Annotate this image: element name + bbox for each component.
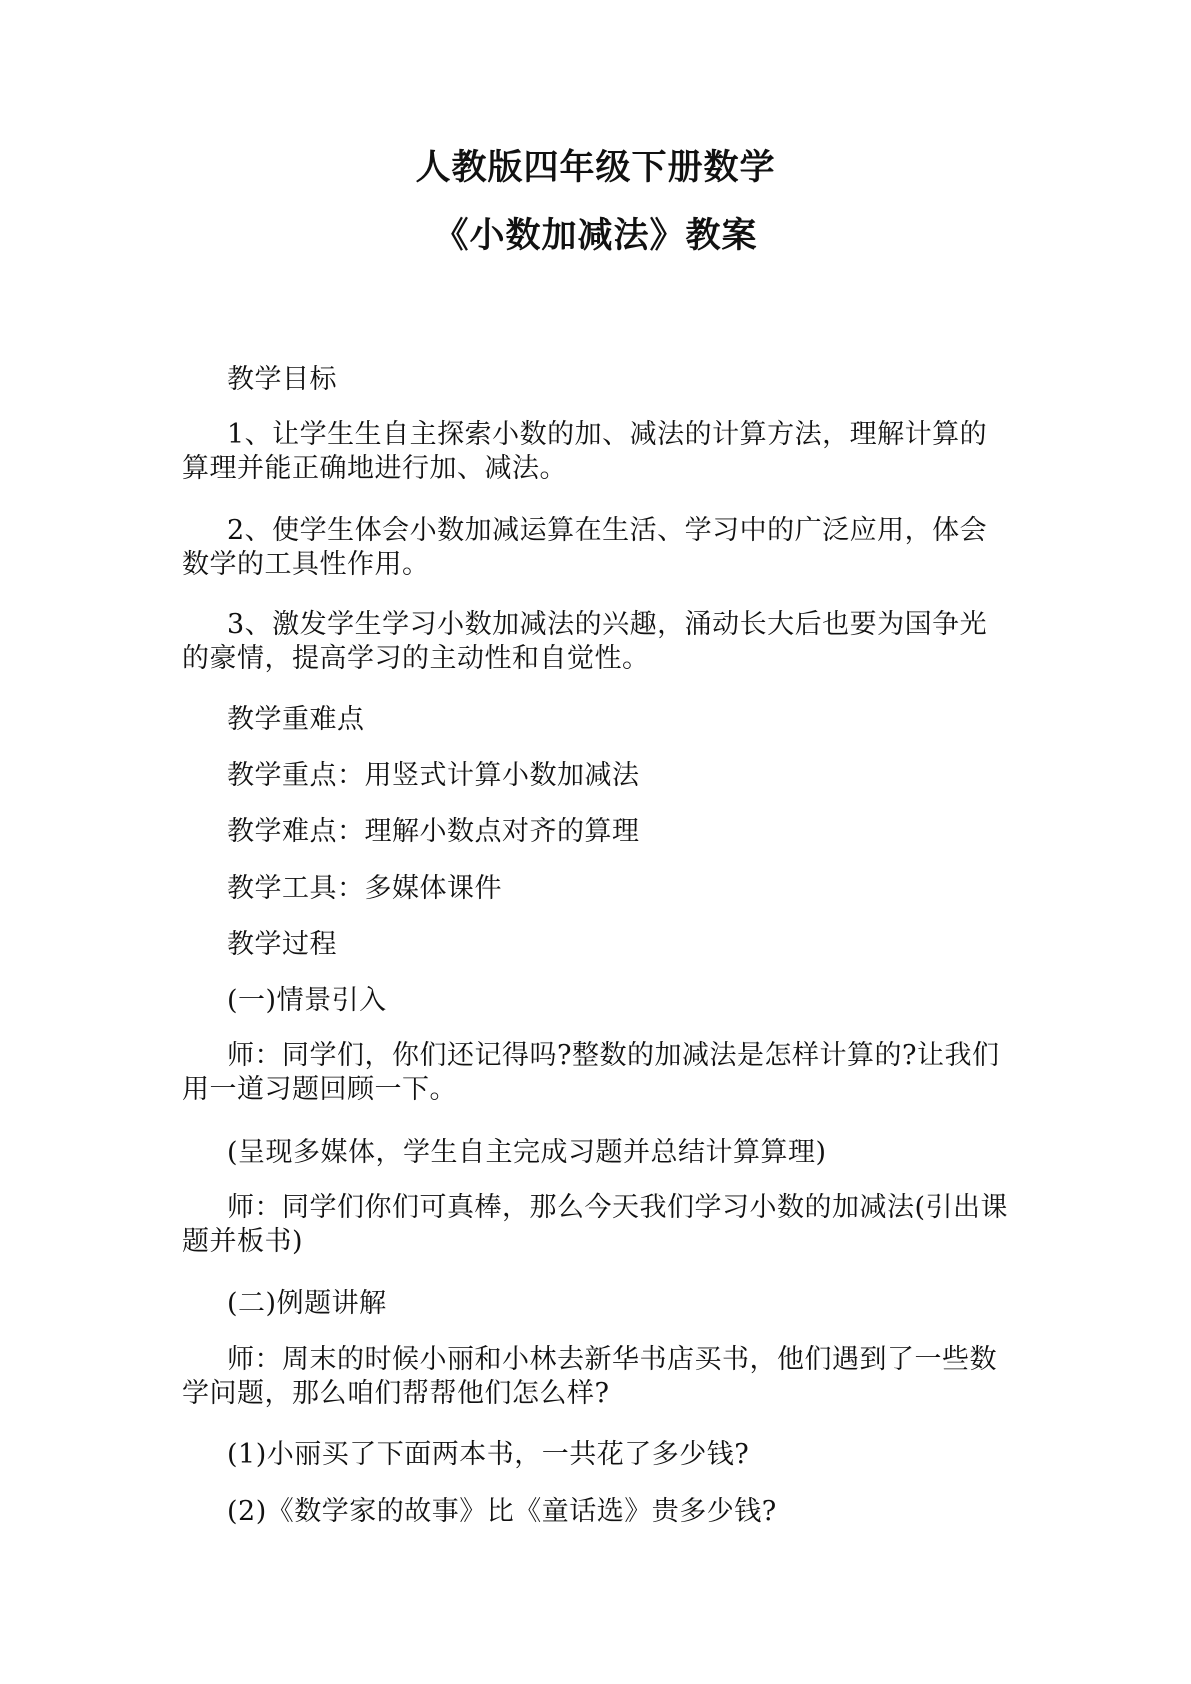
question-2: (2)《数学家的故事》比《童话选》贵多少钱? [227, 1496, 777, 1527]
section-heading-process: 教学过程 [227, 929, 337, 960]
document-subtitle: 《小数加减法》教案 [433, 216, 758, 256]
classroom-note: (呈现多媒体，学生自主完成习题并总结计算算理) [227, 1137, 827, 1168]
objective-1: 1、让学生生自主探索小数的加、减法的计算方法，理解计算的算理并能正确地进行加、减法。 [182, 419, 988, 484]
subsection-scenario-intro: (一)情景引入 [227, 985, 387, 1016]
section-heading-objectives: 教学目标 [227, 364, 337, 395]
difficult-point: 教学难点：理解小数点对齐的算理 [227, 816, 640, 847]
section-heading-key-points: 教学重难点 [227, 704, 365, 735]
key-point: 教学重点：用竖式计算小数加减法 [227, 760, 640, 791]
teaching-tools: 教学工具：多媒体课件 [227, 873, 502, 904]
teacher-dialogue-3: 师：周末的时候小丽和小林去新华书店买书，他们遇到了一些数学问题，那么咱们帮帮他们怎么样? [182, 1344, 997, 1409]
subsection-example-explanation: (二)例题讲解 [227, 1288, 387, 1319]
teacher-dialogue-2: 师：同学们你们可真棒，那么今天我们学习小数的加减法(引出课题并板书) [182, 1192, 1009, 1257]
teacher-dialogue-1: 师：同学们，你们还记得吗?整数的加减法是怎样计算的?让我们用一道习题回顾一下。 [182, 1040, 1000, 1105]
document-title: 人教版四年级下册数学 [415, 148, 776, 188]
question-1: (1)小丽买了下面两本书，一共花了多少钱? [227, 1439, 750, 1470]
objective-3: 3、激发学生学习小数加减法的兴趣，涌动长大后也要为国争光的豪情，提高学习的主动性和自觉性。 [182, 609, 988, 674]
objective-2: 2、使学生体会小数加减运算在生活、学习中的广泛应用，体会数学的工具性作用。 [182, 515, 988, 580]
